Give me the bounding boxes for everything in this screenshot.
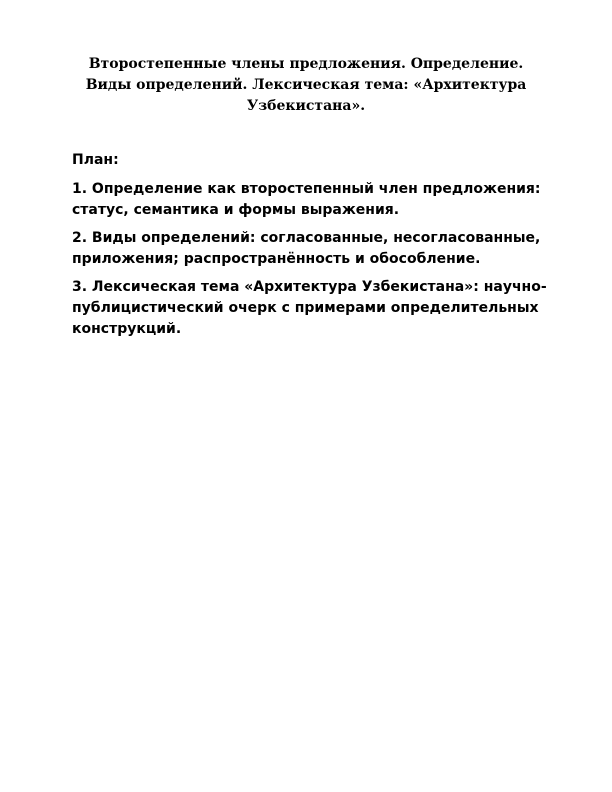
document-title — [72, 54, 540, 117]
plan-item-line: статус, семантика и формы выражения. — [72, 202, 400, 218]
plan-item-line: конструкций. — [72, 321, 182, 337]
title-line: Виды определений. Лексическая тема: «Архитектура — [85, 77, 527, 93]
plan-item-2 — [72, 228, 552, 270]
plan-section — [72, 150, 552, 347]
plan-heading: План: — [72, 152, 119, 168]
title-line: Второстепенные члены предложения. Определение. — [88, 56, 524, 72]
plan-item-3 — [72, 277, 552, 340]
plan-item-line: 2. Виды определений: согласованные, несогласованные, — [72, 230, 541, 246]
plan-item-line: 3. Лексическая тема «Архитектура Узбекистана»: научно- — [72, 279, 547, 295]
plan-item-line: приложения; распространённость и обособление. — [72, 251, 481, 267]
plan-item-1 — [72, 179, 552, 221]
plan-item-line: публицистический очерк с примерами определительных — [72, 300, 539, 316]
title-line: Узбекистана». — [246, 98, 366, 114]
plan-item-line: 1. Определение как второстепенный член предложения: — [72, 181, 541, 197]
